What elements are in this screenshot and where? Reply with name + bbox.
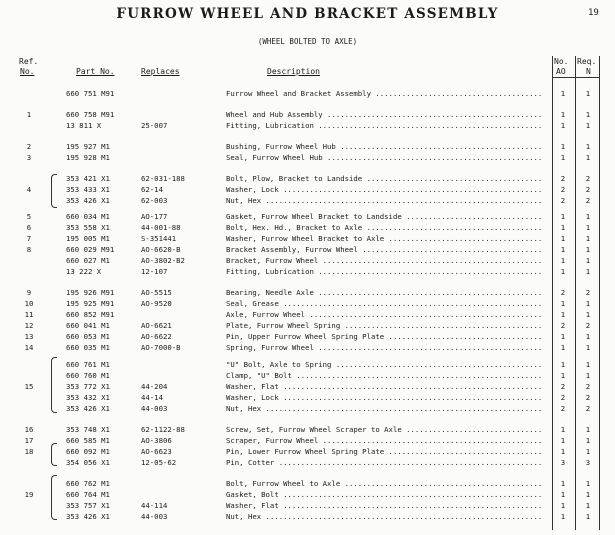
ref-number: 17 [24,436,34,445]
qty-req: 2 [585,321,591,330]
ref-number: 13 [24,332,34,341]
qty-req: 2 [585,185,591,194]
qty-req: 1 [585,256,591,265]
qty-req: 1 [585,343,591,352]
part-number: 195 928 M1 [66,153,110,162]
header-no-line1: No. [554,57,569,66]
part-number: 195 926 M91 [66,288,115,297]
description: Gasket, Furrow Wheel Bracket to Landside ..... [226,211,544,222]
description: Bolt, Plow, Bracket to Landside ..... [226,173,544,184]
ref-number: 9 [26,288,32,297]
part-number: 195 005 M1 [66,234,110,243]
description: Scraper, Furrow Wheel ..... [226,435,544,446]
description: Plate, Furrow Wheel Spring ..... [226,320,544,331]
description: Washer, Lock ..... [226,392,544,403]
replaces-number: 62-1122-88 [141,425,185,434]
qty-req: 1 [585,153,591,162]
qty-req: 1 [585,332,591,341]
table-row [0,331,615,342]
table-row [0,152,615,163]
qty-ao: 1 [560,501,566,510]
qty-req: 1 [585,267,591,276]
qty-req: 1 [585,89,591,98]
header-description: Description [267,67,320,76]
table-row [0,370,615,381]
part-number: 353 426 X1 [66,196,110,205]
description: Bracket Assembly, Furrow Wheel ..... [226,244,544,255]
replaces-number: AO-3806 [141,436,172,445]
part-number: 660 764 M1 [66,490,110,499]
qty-ao: 2 [560,393,566,402]
part-number: 660 585 M1 [66,436,110,445]
ref-number: 2 [26,142,32,151]
part-number: 660 041 M1 [66,321,110,330]
qty-ao: 1 [560,245,566,254]
qty-ao: 1 [560,343,566,352]
qty-ao: 1 [560,490,566,499]
part-number: 660 027 M1 [66,256,110,265]
table-row [0,478,615,489]
table-row [0,244,615,255]
qty-ao: 1 [560,110,566,119]
qty-req: 1 [585,425,591,434]
part-number: 660 760 M1 [66,371,110,380]
qty-req: 2 [585,382,591,391]
description: Bushing, Furrow Wheel Hub ..... [226,141,544,152]
description: Washer, Flat ..... [226,500,544,511]
qty-ao: 1 [560,447,566,456]
description: Nut, Hex ..... [226,195,544,206]
qty-ao: 2 [560,382,566,391]
qty-req: 1 [585,447,591,456]
description: Pin, Lower Furrow Wheel Spring Plate ..... [226,446,544,457]
part-number: 353 748 X1 [66,425,110,434]
ref-number: 16 [24,425,34,434]
qty-req: 1 [585,512,591,521]
replaces-number: 44-114 [141,501,168,510]
part-number: 353 433 X1 [66,185,110,194]
description: Clamp, "U" Bolt ..... [226,370,544,381]
qty-req: 1 [585,479,591,488]
part-number: 195 927 M1 [66,142,110,151]
table-row [0,184,615,195]
qty-req: 1 [585,110,591,119]
table-row [0,255,615,266]
qty-ao: 1 [560,212,566,221]
description: Bracket, Furrow Wheel ..... [226,255,544,266]
table-row [0,266,615,277]
table-row [0,403,615,414]
replaces-number: AO-6620-B [141,245,181,254]
table-row [0,342,615,353]
part-number: 660 092 M1 [66,447,110,456]
description: Nut, Hex ..... [226,511,544,522]
description: Fitting, Lubrication ..... [226,266,544,277]
page-subtitle: (WHEEL BOLTED TO AXLE) [257,37,358,46]
qty-ao: 2 [560,288,566,297]
table-row [0,320,615,331]
part-number: 660 053 M1 [66,332,110,341]
ref-number: 15 [24,382,34,391]
replaces-number: AO-7000-B [141,343,181,352]
qty-req: 1 [585,490,591,499]
table-row [0,435,615,446]
part-number: 13 811 X [66,121,102,130]
replaces-number: AO-6622 [141,332,172,341]
qty-ao: 1 [560,267,566,276]
qty-req: 1 [585,371,591,380]
table-row [0,287,615,298]
qty-ao: 1 [560,332,566,341]
table-row [0,392,615,403]
qty-ao: 3 [560,458,566,467]
qty-req: 1 [585,223,591,232]
replaces-number: AO-6621 [141,321,172,330]
qty-req: 1 [585,234,591,243]
table-row [0,173,615,184]
table-row [0,88,615,99]
part-number: 660 758 M91 [66,110,115,119]
header-no-line2: AO [556,67,566,76]
qty-ao: 1 [560,299,566,308]
table-row [0,298,615,309]
page-number: 19 [588,8,599,18]
replaces-number: S-351441 [141,234,177,243]
table-row [0,359,615,370]
qty-ao: 1 [560,371,566,380]
description: "U" Bolt, Axle to Spring ..... [226,359,544,370]
replaces-number: 44-003 [141,404,168,413]
table-row [0,457,615,468]
description: Axle, Furrow Wheel ..... [226,309,544,320]
header-replaces: Replaces [141,67,180,76]
replaces-number: 25-007 [141,121,168,130]
qty-req: 2 [585,393,591,402]
part-number: 195 925 M91 [66,299,115,308]
description: Spring, Furrow Wheel ..... [226,342,544,353]
qty-req: 1 [585,121,591,130]
ref-number: 8 [26,245,32,254]
description: Washer, Lock ..... [226,184,544,195]
table-row [0,195,615,206]
description: Seal, Grease ..... [226,298,544,309]
ref-number: 6 [26,223,32,232]
replaces-number: 44-001-88 [141,223,181,232]
part-number: 353 421 X1 [66,174,110,183]
table-row [0,141,615,152]
replaces-number: 62-14 [141,185,163,194]
part-number: 660 035 M1 [66,343,110,352]
ref-number: 1 [26,110,32,119]
qty-ao: 2 [560,321,566,330]
part-number: 660 029 M91 [66,245,115,254]
table-row [0,489,615,500]
ref-number: 3 [26,153,32,162]
description: Washer, Furrow Wheel Bracket to Axle ..... [226,233,544,244]
replaces-number: AO-9520 [141,299,172,308]
description: Gasket, Bolt ..... [226,489,544,500]
ref-number: 11 [24,310,34,319]
qty-ao: 1 [560,121,566,130]
qty-req: 2 [585,174,591,183]
replaces-number: AO-6623 [141,447,172,456]
header-req-line2: N [586,67,591,76]
qty-req: 1 [585,360,591,369]
qty-req: 3 [585,458,591,467]
qty-ao: 1 [560,89,566,98]
part-number: 660 762 M1 [66,479,110,488]
header-part-no: Part No. [76,67,115,76]
qty-ao: 1 [560,256,566,265]
qty-ao: 1 [560,512,566,521]
replaces-number: 12-05-62 [141,458,177,467]
description: Wheel and Hub Assembly ..... [226,109,544,120]
description: Screw, Set, Furrow Wheel Scraper to Axle ..... [226,424,544,435]
part-number: 353 757 X1 [66,501,110,510]
description: Bolt, Hex. Hd., Bracket to Axle ..... [226,222,544,233]
table-row [0,309,615,320]
description: Pin, Upper Furrow Wheel Spring Plate ..... [226,331,544,342]
qty-req: 2 [585,288,591,297]
part-number: 660 034 M1 [66,212,110,221]
ref-number: 10 [24,299,34,308]
qty-req: 1 [585,212,591,221]
replaces-number: 44-14 [141,393,163,402]
description: Bolt, Furrow Wheel to Axle ..... [226,478,544,489]
part-number: 354 056 X1 [66,458,110,467]
qty-req: 2 [585,404,591,413]
description: Fitting, Lubrication ..... [226,120,544,131]
part-number: 660 751 M91 [66,89,115,98]
description: Seal, Furrow Wheel Hub ..... [226,152,544,163]
replaces-number: 12-107 [141,267,168,276]
table-row [0,222,615,233]
qty-req: 1 [585,501,591,510]
table-row [0,109,615,120]
description: Nut, Hex ..... [226,403,544,414]
part-number: 660 852 M91 [66,310,115,319]
replaces-number: 44-204 [141,382,168,391]
part-number: 353 432 X1 [66,393,110,402]
description: Bearing, Needle Axle ..... [226,287,544,298]
replaces-number: AO-3802-B2 [141,256,185,265]
replaces-number: 62-003 [141,196,168,205]
qty-ao: 1 [560,360,566,369]
ref-number: 4 [26,185,32,194]
part-number: 353 426 X1 [66,404,110,413]
header-ref-line1: Ref. [19,57,39,66]
part-number: 660 761 M1 [66,360,110,369]
ref-number: 14 [24,343,34,352]
qty-ao: 1 [560,436,566,445]
qty-ao: 2 [560,185,566,194]
ref-number: 12 [24,321,34,330]
ref-number: 18 [24,447,34,456]
qty-req: 1 [585,142,591,151]
qty-ao: 1 [560,234,566,243]
replaces-number: 62-031-188 [141,174,185,183]
qty-req: 1 [585,299,591,308]
qty-req: 2 [585,196,591,205]
page-title: FURROW WHEEL AND BRACKET ASSEMBLY [116,6,499,22]
qty-ao: 1 [560,425,566,434]
table-row [0,381,615,392]
ref-number: 5 [26,212,32,221]
table-row [0,120,615,131]
header-ref-line2: No. [20,67,35,76]
table-row [0,211,615,222]
table-row [0,424,615,435]
qty-ao: 2 [560,196,566,205]
header-req-line1: Req. [577,57,597,66]
ref-number: 19 [24,490,34,499]
qty-ao: 1 [560,142,566,151]
replaces-number: AO-5515 [141,288,172,297]
qty-ao: 1 [560,153,566,162]
ref-number: 7 [26,234,32,243]
replaces-number: 44-003 [141,512,168,521]
part-number: 353 426 X1 [66,512,110,521]
part-number: 353 772 X1 [66,382,110,391]
qty-ao: 2 [560,404,566,413]
description: Pin, Cotter ..... [226,457,544,468]
description: Washer, Flat ..... [226,381,544,392]
table-row [0,446,615,457]
table-row [0,500,615,511]
description: Furrow Wheel and Bracket Assembly ..... [226,88,544,99]
table-row [0,511,615,522]
qty-ao: 2 [560,174,566,183]
qty-req: 1 [585,436,591,445]
part-number: 13 222 X [66,267,102,276]
qty-ao: 1 [560,310,566,319]
table-row [0,233,615,244]
part-number: 353 558 X1 [66,223,110,232]
qty-req: 1 [585,310,591,319]
qty-ao: 1 [560,223,566,232]
qty-req: 1 [585,245,591,254]
replaces-number: AO-177 [141,212,168,221]
qty-ao: 1 [560,479,566,488]
